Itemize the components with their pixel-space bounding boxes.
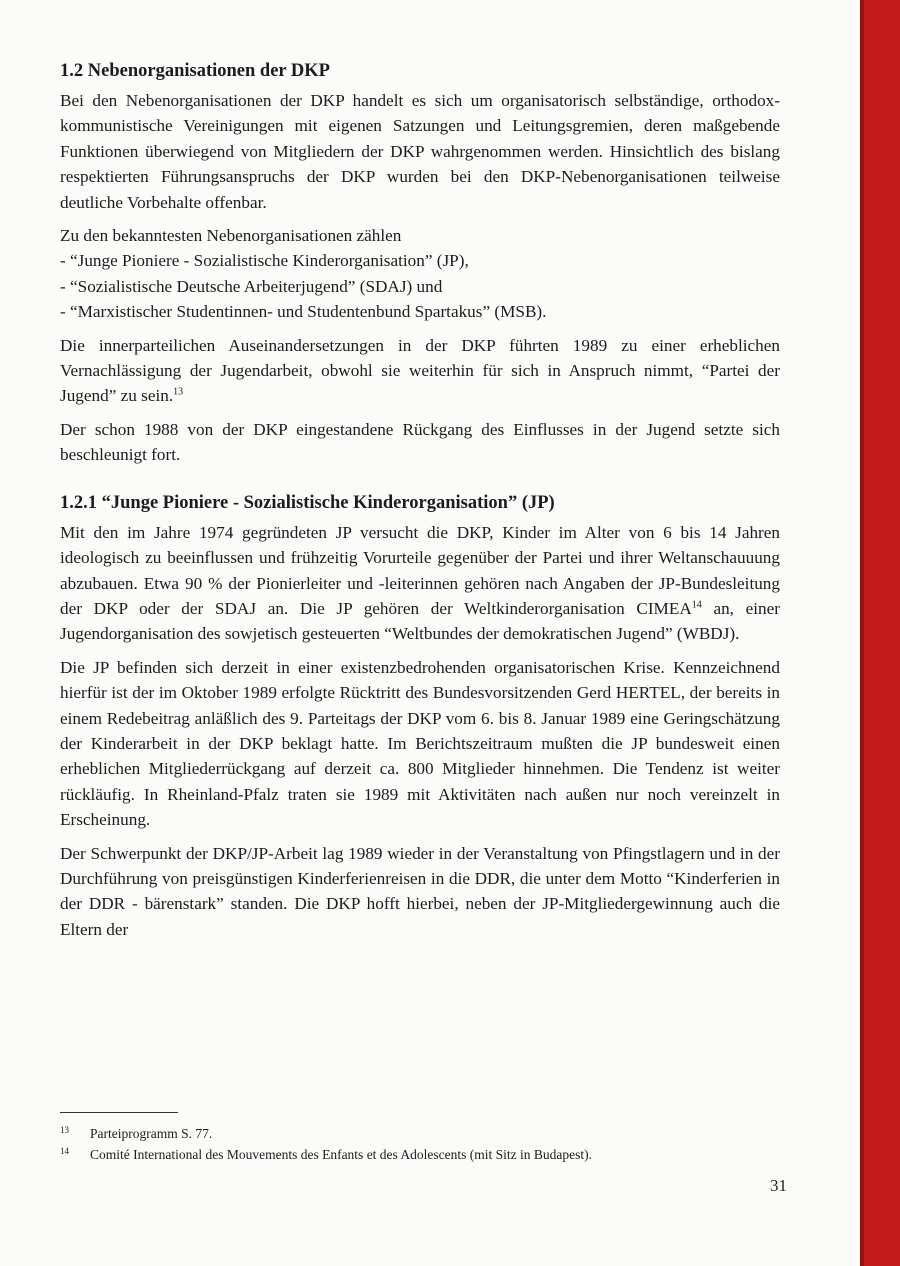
page-number: 31 [770, 1176, 787, 1195]
red-edge-bar [860, 0, 900, 1266]
paragraph-1-2-decline: Der schon 1988 von der DKP eingestandene Rückgang des Einflusses in der Jugend setzte sich beschleunigt fort. [60, 419, 780, 465]
paragraph-text-cont: an, einer Jugendorganisation des sowjetisch gesteuerten “Weltbundes der demokratischen Jugend” (WBDJ). [60, 598, 780, 644]
list-item: - “Junge Pioniere - Sozialistische Kinderorganisation” (JP), [60, 251, 469, 271]
page-body [60, 58, 780, 950]
paragraph-1-2-conflicts [60, 333, 780, 409]
footnote-text: Parteiprogramm S. 77. [90, 1126, 213, 1141]
footnotes [60, 1112, 780, 1165]
list-intro: Zu den bekanntesten Nebenorganisationen zählen [60, 226, 402, 246]
footnote-ref-14: 14 [691, 599, 702, 611]
footnote-text: Comité International des Mouvements des Enfants et des Adolescents (mit Sitz in Budapest). [90, 1147, 593, 1162]
footnote-number: 14 [60, 1146, 69, 1156]
footnote-ref-13: 13 [173, 386, 184, 398]
list-item: - “Sozialistische Deutsche Arbeiterjugend” (SDAJ) und [60, 276, 443, 296]
red-edge-shade [860, 0, 864, 1266]
footnote-rule [60, 1112, 178, 1113]
paragraph-1-2-1-intro [60, 520, 780, 647]
paragraph-1-2-1-focus: Der Schwerpunkt der DKP/JP-Arbeit lag 1989 wieder in der Veranstaltung von Pfingstlagern und in der Durchführung von preisgünstigen Kinderferienreisen in die DDR, die unter dem Motto “Kinderferien in der DDR - bärenstark” standen. Die DKP hofft hierbei, neben der JP-Mitgliedergewinnung auch die Eltern der [60, 843, 780, 939]
paragraph-1-2-intro: Bei den Nebenorganisationen der DKP handelt es sich um organisatorisch selbständige, orthodox-kommunistische Vereinigungen mit eigenen Satzungen und Leitungsgremien, deren maßgebende Funktionen überwiegend von Mitgliedern der DKP wahrgenommen werden. Hinsichtlich des bislang respektierten Führungsanspruchs der DKP wurden bei den DKP-Nebenorganisationen teilweise deutliche Vorbehalte offenbar. [60, 91, 780, 212]
paragraph-1-2-1-crisis: Die JP befinden sich derzeit in einer existenzbedrohenden organisatorischen Krise. Kennzeichnend hierfür ist der im Oktober 1989 erfolgte Rücktritt des Bundesvorsitzenden Gerd HERTEL, der bereits in einem Redebeitrag anläßlich des 9. Parteitags der DKP vom 6. bis 8. Januar 1989 eine Geringschätzung der Kinderarbeit in der DKP beklagt hatte. Im Berichtszeitraum mußten die JP bundesweit einen erheblichen Mitgliederrückgang auf derzeit ca. 800 Mitglieder hinnehmen. Die Tendenz ist weiter rückläufig. In Rheinland-Pfalz traten sie 1989 mit Aktivitäten nach außen nur noch vereinzelt in Erscheinung. [60, 657, 780, 830]
footnote-number: 13 [60, 1125, 69, 1135]
footnote-13 [60, 1123, 780, 1144]
footnote-14 [60, 1144, 780, 1165]
section-heading-1-2: 1.2 Nebenorganisationen der DKP [60, 61, 330, 81]
list-item: - “Marxistischer Studentinnen- und Studentenbund Spartakus” (MSB). [60, 302, 547, 322]
paragraph-text: Mit den im Jahre 1974 gegründeten JP versucht die DKP, Kinder im Alter von 6 bis 14 Jahren ideologisch zu beeinflussen und frühzeitig Vorurteile gegenüber der Partei und ihrer Weltanschauuung abzubauen. Etwa 90 % der Pionierleiter und -leiterinnen gehören nach Angaben der JP-Bundesleitung der DKP oder der SDAJ an. Die JP gehören der Weltkinderorganisation CIMEA [60, 522, 780, 618]
organisation-list [60, 223, 780, 325]
section-heading-1-2-1: 1.2.1 “Junge Pioniere - Sozialistische Kinderorganisation” (JP) [60, 492, 555, 513]
paragraph-text: Die innerparteilichen Auseinandersetzungen in der DKP führten 1989 zu einer erheblichen Vernachlässigung der Jugendarbeit, obwohl sie weiterhin für sich in Anspruch nimmt, “Partei der Jugend” zu sein. [60, 335, 780, 406]
